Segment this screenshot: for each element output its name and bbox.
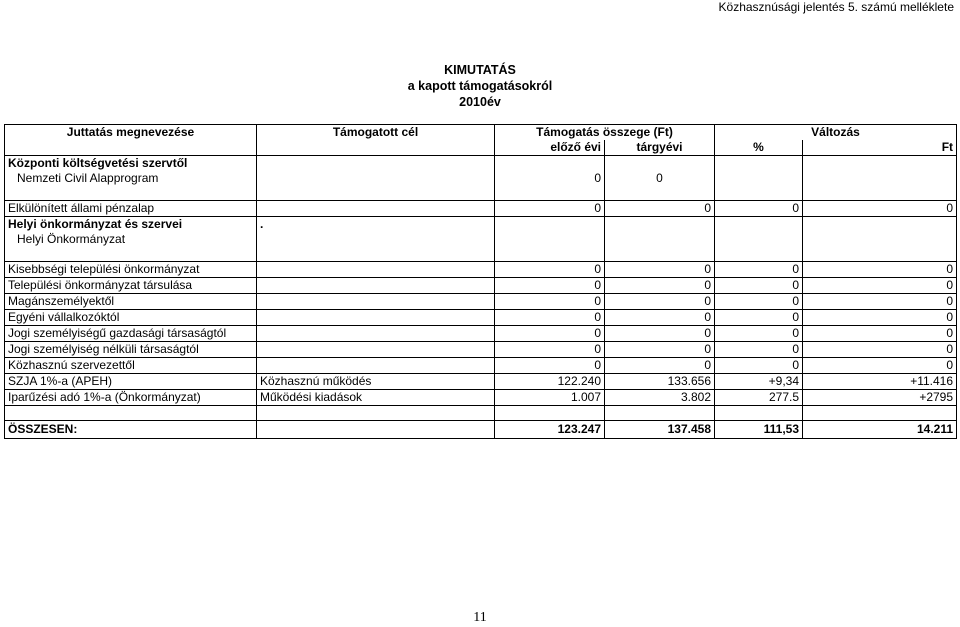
table-row: Közhasznú szervezettől 0 0 0 0 xyxy=(5,358,957,374)
page-number: 11 xyxy=(473,610,487,625)
report-title xyxy=(0,62,960,110)
title-line-2: a kapott támogatásokról xyxy=(407,79,553,93)
table-row: Helyi Önkormányzat xyxy=(5,232,957,247)
table-row: Elkülönített állami pénzalap 0 0 0 0 xyxy=(5,201,957,217)
table-row: Egyéni vállalkozóktól 0 0 0 0 xyxy=(5,310,957,326)
col-ft-header: Ft xyxy=(803,140,957,156)
subheader-row xyxy=(5,140,957,156)
title-line-1: KIMUTATÁS xyxy=(444,63,516,77)
table-row: Települési önkormányzat társulása 0 0 0 0 xyxy=(5,278,957,294)
col-target-header: Támogatott cél xyxy=(257,125,495,141)
document-header-note: Közhasznúsági jelentés 5. számú melléklete xyxy=(718,0,954,14)
col-pct-header: % xyxy=(715,140,803,156)
col-change-header: Változás xyxy=(715,125,957,141)
col-amount-header: Támogatás összege (Ft) xyxy=(495,125,715,141)
section-row-helyi: Helyi önkormányzat és szervei . xyxy=(5,217,957,233)
table-row: Iparűzési adó 1%-a (Önkormányzat) Működési kiadások 1.007 3.802 277.5 +2795 xyxy=(5,390,957,406)
section-row-kozponti: Központi költségvetési szervtől xyxy=(5,156,957,172)
title-line-3: 2010év xyxy=(459,95,501,109)
col-prev-header: előző évi xyxy=(495,140,605,156)
table-row: SZJA 1%-a (APEH) Közhasznú működés 122.240 133.656 +9,34 +11.416 xyxy=(5,374,957,390)
table-row: Kisebbségi települési önkormányzat 0 0 0 0 xyxy=(5,262,957,278)
table-row: Jogi személyiségű gazdasági társaságtól 0 0 0 0 xyxy=(5,326,957,342)
table-row: Nemzeti Civil Alapprogram 0 0 xyxy=(5,171,957,186)
col-curr-header: tárgyévi xyxy=(605,140,715,156)
col-name-header: Juttatás megnevezése xyxy=(5,125,257,141)
total-row: ÖSSZESEN: 123.247 137.458 111,53 14.211 xyxy=(5,421,957,439)
header-row xyxy=(5,125,957,141)
support-table xyxy=(4,124,957,439)
table-row: Magánszemélyektől 0 0 0 0 xyxy=(5,294,957,310)
table-row: Jogi személyiség nélküli társaságtól 0 0 0 0 xyxy=(5,342,957,358)
